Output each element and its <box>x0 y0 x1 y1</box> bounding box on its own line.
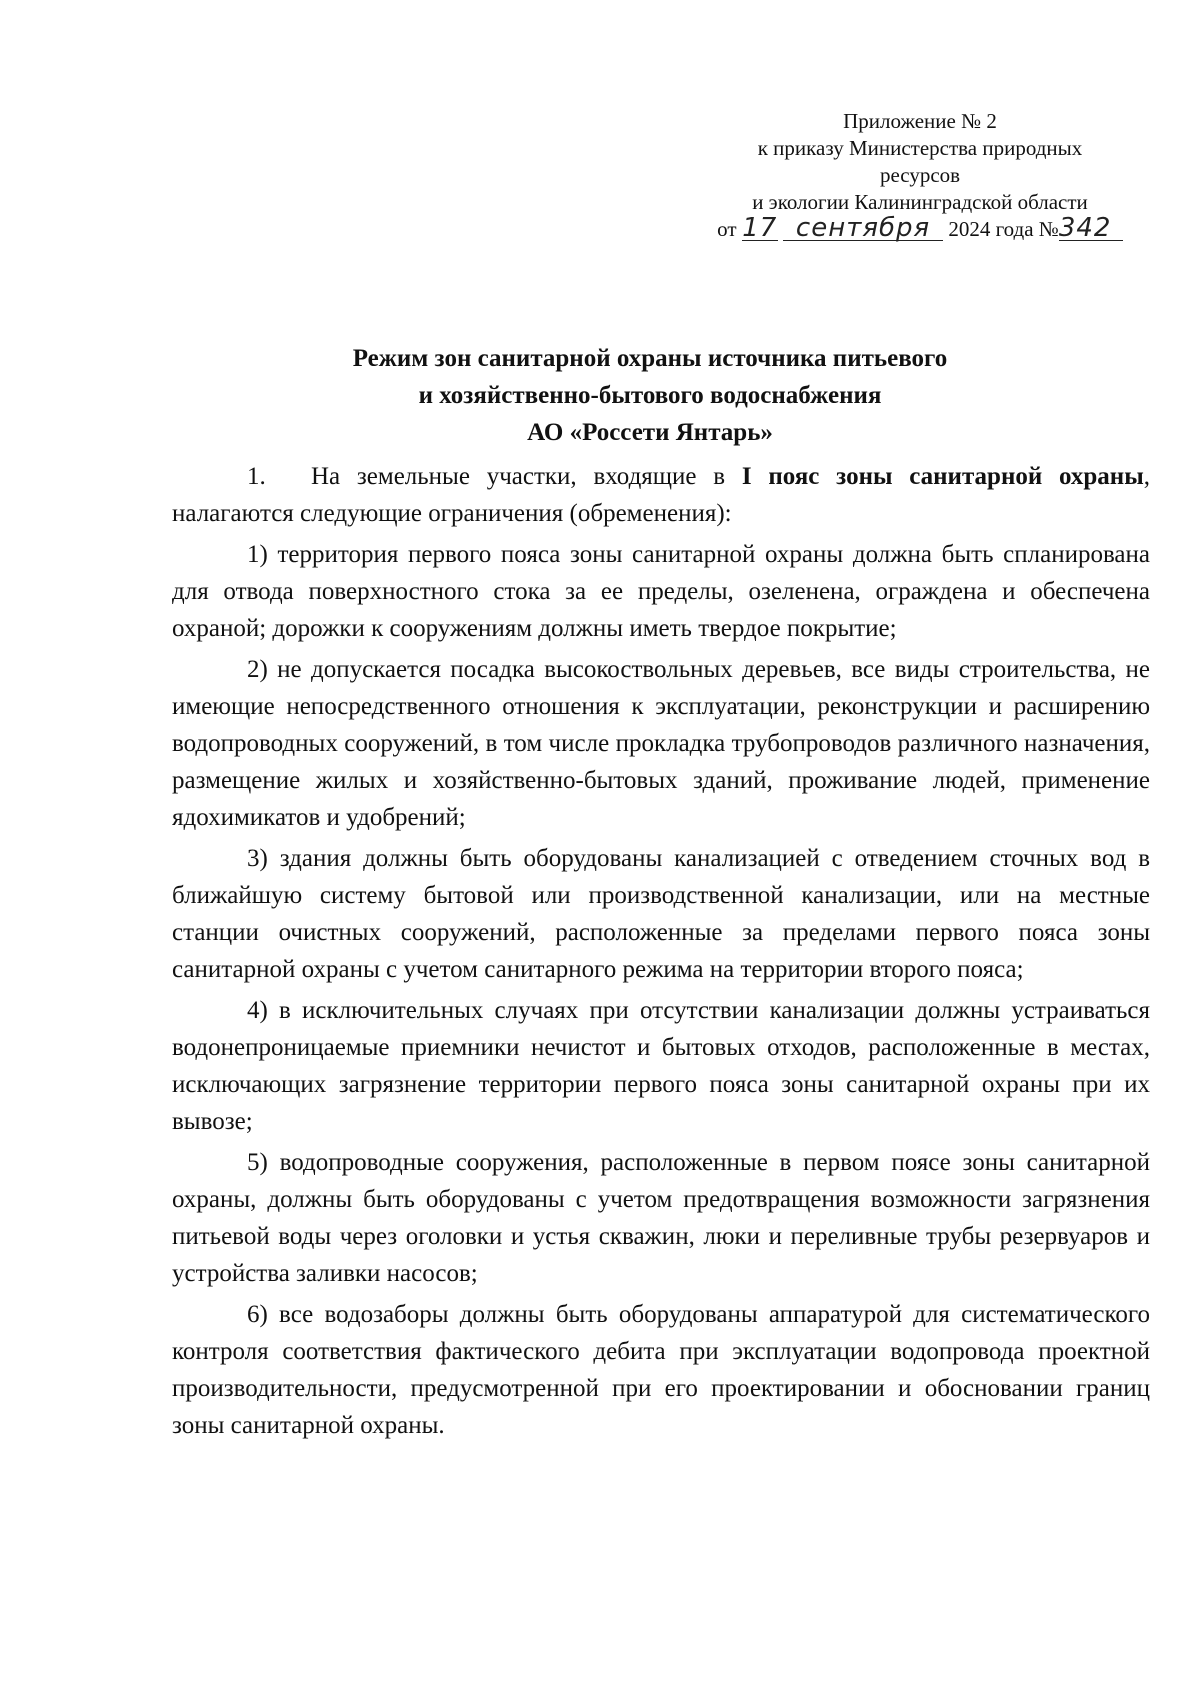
list-item: 5) водопроводные сооружения, расположенные в первом поясе зоны санитарной охраны, должны быть оборудованы с учетом предотвращения возможности загрязнения питьевой воды через оголовки и устья скважин, люки и переливные трубы резервуаров и устройства заливки насосов; <box>172 1149 1150 1287</box>
list-item: 1) территория первого пояса зоны санитарной охраны должна быть спланирована для отвода поверхностного стока за ее пределы, озеленена, ограждена и обеспечена охраной; дорожки к сооружениям должны иметь твердое покрытие; <box>172 541 1150 642</box>
list-item: 6) все водозаборы должны быть оборудованы аппаратурой для систематического контроля соответствия фактического дебита при эксплуатации водопровода проектной производительности, предусмотренной при его проектировании и обосновании границ зоны санитарной охраны. <box>172 1301 1150 1439</box>
handwritten-order-number: 342 <box>1059 216 1123 241</box>
order-date-line <box>690 213 1150 243</box>
section-lead-tail: , налагаются следующие ограничения (обременения): <box>172 463 1150 527</box>
handwritten-month: сентября <box>783 216 943 241</box>
section-number: 1. <box>247 463 266 490</box>
document-body <box>172 458 1150 1444</box>
appendix-number: Приложение № 2 <box>843 109 997 133</box>
list-item: 4) в исключительных случаях при отсутствии канализации должны устраиваться водонепроницаемые приемники нечистот и бытовых отходов, расположенные в местах, исключающих загрязнение территории первого пояса зоны санитарной охраны при их вывозе; <box>172 997 1150 1135</box>
appendix-ministry: и экологии Калининградской области <box>752 190 1088 214</box>
section-lead-text: На земельные участки, входящие в <box>311 463 726 490</box>
title-line-2: и хозяйственно-бытового водоснабжения <box>418 382 882 409</box>
title-line-1: Режим зон санитарной охраны источника питьевого <box>352 345 948 372</box>
list-item: 2) не допускается посадка высокоствольных деревьев, все виды строительства, не имеющие непосредственного отношения к эксплуатации, реконструкции и расширению водопроводных сооружений, в том числе прокладка трубопроводов различного назначения, размещение жилых и хозяйственно-бытовых зданий, проживание людей, применение ядохимикатов и удобрений; <box>172 656 1150 831</box>
document-title <box>150 340 1150 451</box>
section-lead-bold: I пояс зоны санитарной охраны <box>741 463 1144 490</box>
appendix-header <box>690 108 1150 243</box>
appendix-order-ref: к приказу Министерства природных <box>757 136 1083 160</box>
section-1-lead <box>172 458 1150 532</box>
handwritten-day: 17 <box>742 213 778 243</box>
appendix-order-ref-cont: ресурсов <box>879 163 961 187</box>
date-prefix: от <box>717 217 737 241</box>
title-line-3: АО «Россети Янтарь» <box>527 419 773 446</box>
list-item: 3) здания должны быть оборудованы канализацией с отведением сточных вод в ближайшую систему бытовой или производственной канализации, или на местные станции очистных сооружений, расположенные за пределами первого пояса зоны санитарной охраны с учетом санитарного режима на территории второго пояса; <box>172 845 1150 983</box>
date-year: 2024 года № <box>948 217 1059 241</box>
